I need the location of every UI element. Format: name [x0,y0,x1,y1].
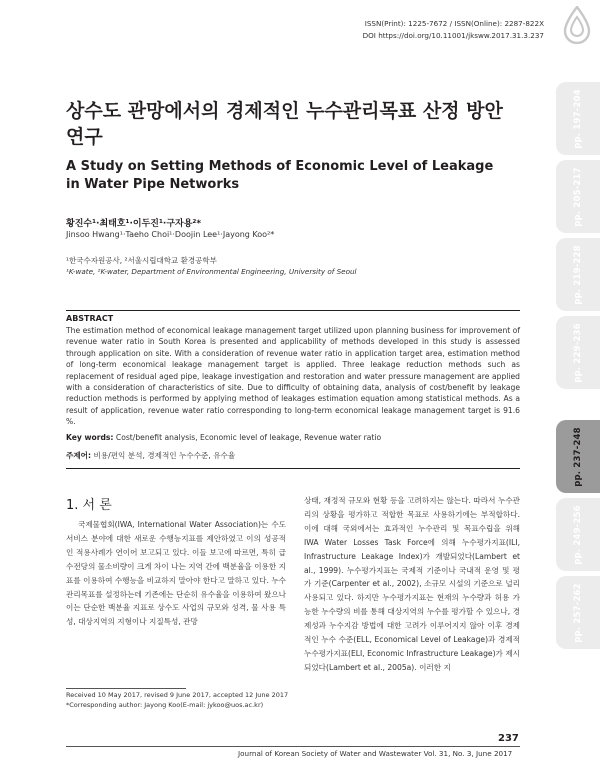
side-tab-3[interactable]: pp. 229-236 [556,316,600,389]
abstract-bottom-rule [66,468,520,469]
body-column-right: 상태, 재정적 규모와 현황 등을 고려하지는 않는다. 따라서 누수관리의 상황을 평가하고 적합한 목표로 사용하기에는 부적합하다. 이에 대해 국외에서는 효과적인 누수관리 및 목표수립을 위해 IWA Water Losses Task Force에 의해 누수평가지표(ILI, Infrastructure Leakage Index)가 개발되었다(Lambert et al., 1999). 누수평가지표는 국제적 기준이나 국내적 운영 및 평가 기준(Carpenter et al., 2002), 소규모 시설의 기준으로 널리 사용되고 있다. 하지만 누수평가지표는 현재의 누수량과 허용 가능한 누수량의 비를 통해 대상지역의 누수를 평가할 수 있으나, 경제성과 누수지감 방법에 대한 고려가 이루어지지 않아 이후 경제적인 누수 수준(ELL, Economical Level of Leakage)과 경제적 누수평가지표(ELI, Economic Infrastructure Leakage)가 제시되었다(Lambert et al., 2005a). 이러한 지 [304,496,520,672]
footer-rule [66,746,520,747]
affiliation-korean: ¹한국수자원공사, ²서울시립대학교 환경공학부 [66,256,217,265]
page-number: 237 [498,733,519,744]
title-korean: 상수도 관망에서의 경제적인 누수관리목표 산정 방안 연구 [66,100,503,148]
keywords-ko-value: 비용/편익 분석, 경제적인 누수수준, 유수율 [93,451,236,460]
authors-korean: 황진수¹·최태호¹·이두진¹·구자용²* [66,219,202,229]
doi-line: DOI https://doi.org/10.11001/jksww.2017.31.3.237 [362,31,544,40]
side-tab-2[interactable]: pp. 219-228 [556,238,600,311]
keywords-english [66,433,381,442]
side-tab-active[interactable]: pp. 237-248 [556,420,600,493]
received-dates: Received 10 May 2017, revised 9 June 2017, accepted 12 June 2017 [66,691,289,699]
body-column-left: 국제물협회(IWA, International Water Association)는 수도서비스 분야에 대한 새로운 수행능지표를 제안하였고 이의 성공적인 적용사례가 연이어 보고되고 있다. 이들 보고에 따르면, 특히 급수전당의 물소비량이 크게 차이 나는 지역 간에 백분율을 이용한 지표를 이용하여 수행능을 비교하지 말아야 한다고 말하고 있다. 누수관리목표를 설정하는데 기존에는 단순히 유수율을 이용하여 왔으나 이는 단순한 백분율 지표로 상수도 사업의 규모와 성격, 물 사용 특성, 대상지역의 지형이나 지질특성, 관망 [66,520,286,627]
authors-english: Jinsoo Hwang¹·Taeho Choi¹·Doojin Lee¹·Jayong Koo²* [66,230,275,239]
footnote-rule [66,688,186,689]
title-english: A Study on Setting Methods of Economic Level of Leakage in Water Pipe Networks [66,159,494,192]
corresponding-author: *Corresponding author: Jayong Koo(E-mail: jykoo@uos.ac.kr) [66,701,264,709]
abstract-top-rule [66,310,520,311]
section-heading: 1. 서 론 [66,498,112,513]
keywords-value: Cost/benefit analysis, Economic level of leakage, Revenue water ratio [115,433,382,442]
journal-footer: Journal of Korean Society of Water and Wastewater Vol. 31, No. 3, June 2017 [238,749,513,758]
abstract-heading: ABSTRACT [66,314,114,323]
issn-line: ISSN(Print): 1225-7672 / ISSN(Online): 2287-822X [364,19,544,28]
keywords-label: Key words: [66,433,114,442]
affiliation-english: ¹K-wate, ²K-water, Department of Environmental Engineering, University of Seoul [66,267,357,276]
issn-doi-block [363,18,544,42]
side-tab-6[interactable]: pp. 257-262 [556,576,600,649]
keywords-korean [66,450,235,461]
side-tab-5[interactable]: pp. 249-256 [556,498,600,571]
footnotes [66,690,288,710]
side-tab-1[interactable]: pp. 205-217 [556,160,600,233]
side-tab-0[interactable]: pp. 197-204 [556,82,600,155]
keywords-ko-label: 주제어: [66,451,92,460]
abstract-text: The estimation method of economical leakage management target utilized upon planning business for improvement of revenue water ratio in South Korea is presented and applicability of methods developed in this study is assessed through application on site. With a consideration of revenue water ratio in application target area, estimation method of long-term economical leakage management target is applied. Three leakage reduction methods such as replacement of residual aged pipe, leakage investigation and restoration and water pressure management are applied with a consideration of characteristics of site. Due to difficulty of obtaining data, analysis of cost/benefit by leakage reduction methods is performed by applying method of leakages estimation equation among statistical methods. As a result of application, revenue water ratio corresponding to long-term economical leakage management target is 91.6 %. [66,326,520,427]
journal-logo-drop-icon [562,6,592,44]
